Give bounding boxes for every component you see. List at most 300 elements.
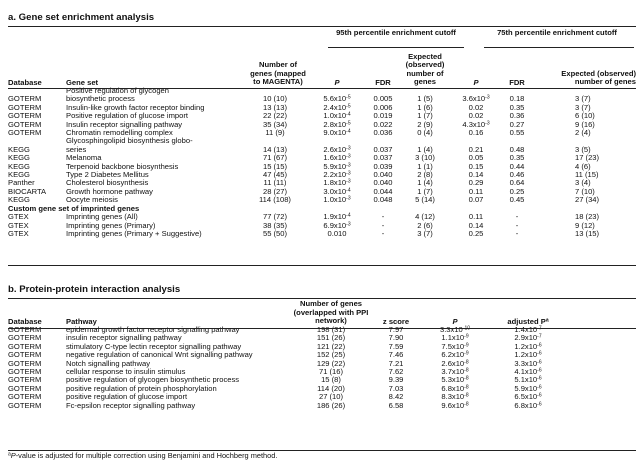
p-value: 1.1x10 <box>441 333 465 343</box>
p95-exponent: -3 <box>346 170 351 177</box>
n-genes-cell: 151 (26) <box>316 333 346 343</box>
p75-value: 0.25 <box>468 228 484 238</box>
col-p-95: P <box>334 77 340 87</box>
table-b-header-rule <box>8 328 636 329</box>
expected75-cell: 7 (10) <box>575 186 595 196</box>
p75-exponent: -3 <box>485 94 490 101</box>
z-score-cell: 7.46 <box>388 350 404 360</box>
p95-cell <box>307 230 367 238</box>
n-genes-cell: 71 (16) <box>318 367 344 377</box>
p95-group-rule <box>328 47 464 48</box>
database-cell: GOTERM <box>8 383 42 393</box>
expected95-cell: 1 (4) <box>417 144 433 154</box>
fdr95-cell: 0.022 <box>373 119 393 129</box>
adjusted-p-value: 6.8x10 <box>514 400 538 410</box>
gene-set-cell: Cholesterol biosynthesis <box>66 178 149 188</box>
fdr95-cell: - <box>381 220 385 230</box>
p75-cell <box>451 196 501 204</box>
spacer-cell <box>533 87 567 104</box>
database-cell: GTEX <box>8 212 29 222</box>
expected75-cell: 18 (23) <box>575 212 600 222</box>
adj-sup: a <box>545 317 549 323</box>
p-exponent: -9 <box>464 350 469 357</box>
col-fdr-95: FDR <box>375 77 391 87</box>
expected75-cell: 9 (16) <box>575 119 595 129</box>
p95-value: 1.0x10 <box>323 195 347 205</box>
expected95-cell: 3 (7) <box>417 228 433 238</box>
p95-exponent: -4 <box>346 212 351 219</box>
z-score-cell: 7.62 <box>388 367 404 377</box>
pathway-cell: epidermal growth factor receptor signalling pathway <box>66 325 240 334</box>
database-cell: KEGG <box>8 161 30 171</box>
p95-group-header: 95th percentile enrichment cutoff <box>336 28 456 37</box>
p75-cell <box>451 129 501 137</box>
p-value: 6.2x10 <box>441 350 465 360</box>
expected95-cell: 4 (12) <box>415 212 435 222</box>
p95-exponent: -4 <box>346 111 351 118</box>
database-cell: GOTERM <box>8 333 42 343</box>
footnote-sup: a <box>8 451 11 458</box>
n-genes-cell: 114 (20) <box>317 383 345 393</box>
table-row <box>8 402 568 410</box>
database-cell: GTEX <box>8 220 29 230</box>
p95-exponent: -3 <box>346 153 351 160</box>
p95-exponent: -4 <box>346 187 351 194</box>
database-cell: GOTERM <box>8 375 42 385</box>
n-genes-cell: 13 (13) <box>262 102 288 112</box>
table-a-body <box>8 87 636 238</box>
fdr95-cell: 0.019 <box>373 111 393 121</box>
expected75-cell: 13 (15) <box>575 228 600 238</box>
fdr75-cell: 0.55 <box>509 128 525 138</box>
p-value: 7.5x10 <box>441 341 465 351</box>
pathway-cell: Fc-epsilon receptor signalling pathway <box>66 400 196 410</box>
table-b-header-row <box>8 300 568 326</box>
fdr95-cell: 0.039 <box>373 161 393 171</box>
spacer-cell <box>533 196 567 204</box>
custom-gene-set-header: Custom gene set of imprinted genes <box>8 203 140 213</box>
p95-exponent: -3 <box>346 178 351 185</box>
spacer-cell <box>533 121 567 129</box>
p-value: 8.3x10 <box>441 392 465 402</box>
adjusted-p-exponent: -7 <box>537 333 542 340</box>
p75-value: 0.11 <box>468 186 484 196</box>
p-cell <box>422 402 488 410</box>
adjusted-p-exponent: -6 <box>537 375 542 382</box>
database-cell: GOTERM <box>8 128 42 138</box>
database-cell: GOTERM <box>8 341 42 351</box>
p95-exponent: -5 <box>346 94 351 101</box>
database-cell: GTEX <box>8 228 29 238</box>
fdr95-cell: 0.044 <box>373 186 393 196</box>
database-cell: GOTERM <box>8 325 42 334</box>
p75-value: 4.3x10 <box>462 119 486 129</box>
ppi-table <box>8 300 568 410</box>
gene-set-cell: Insulin-like growth factor receptor binding <box>66 102 205 112</box>
expected95-cell: 1 (7) <box>417 111 433 121</box>
fdr95-cell: - <box>381 212 385 222</box>
gene-set-cell: Imprinting genes (All) <box>66 212 138 222</box>
adjusted-p-cell <box>488 402 568 410</box>
adjusted-p-exponent: -6 <box>537 342 542 349</box>
p95-exponent: -3 <box>346 220 351 227</box>
p-value: 2.6x10 <box>441 358 465 368</box>
table-row <box>8 137 636 154</box>
database-cell: BIOCARTA <box>8 186 47 196</box>
n-genes-cell: 27 (10) <box>318 392 344 402</box>
p-value: 6.8x10 <box>441 383 465 393</box>
fdr95-cell: 0.048 <box>373 195 393 205</box>
table-row <box>8 87 636 104</box>
fdr95-cell: 0.006 <box>373 102 393 112</box>
p75-group-rule <box>484 47 634 48</box>
expected95-cell: 3 (10) <box>415 153 435 163</box>
col-gene-set: Gene set <box>66 77 99 87</box>
p75-value: 3.6x10 <box>462 94 486 104</box>
spacer-cell <box>533 104 567 112</box>
spacer-cell <box>533 137 567 154</box>
col-fdr-75: FDR <box>509 77 525 87</box>
col-number-of-genes: Number of genes (mapped to MAGENTA) <box>250 60 306 87</box>
gene-set-cell: Chromatin remodelling complex <box>66 128 173 138</box>
p75-group-header: 75th percentile enrichment cutoff <box>497 28 617 37</box>
p95-cell <box>307 87 367 104</box>
spacer-cell <box>533 171 567 179</box>
n-genes-cell: 11 (11) <box>263 178 287 188</box>
expected75-cell: 27 (34) <box>575 195 600 205</box>
pathway-cell: cellular response to insulin stimulus <box>66 367 186 377</box>
table-row <box>8 230 636 238</box>
p-exponent: -10 <box>462 325 471 332</box>
spacer-cell <box>533 188 567 196</box>
spacer-cell <box>533 179 567 187</box>
p95-exponent: -3 <box>346 195 351 202</box>
p95-value: 1.6x10 <box>323 153 347 163</box>
adjusted-p-value: 1.2x10 <box>514 341 538 351</box>
spacer-cell <box>533 129 567 137</box>
gene-set-cell: Imprinting genes (Primary) <box>66 220 156 230</box>
fdr75-cell: 0.48 <box>509 144 525 154</box>
n-genes-cell: 22 (22) <box>262 111 288 121</box>
p95-cell <box>307 129 367 137</box>
p95-exponent: -5 <box>346 120 351 127</box>
expected75-cell: 2 (4) <box>575 128 591 138</box>
expected75-cell: 11 (15) <box>575 170 599 180</box>
p-value: 3.3x10 <box>439 325 463 334</box>
gene-set-cell: Growth hormone pathway <box>66 186 153 196</box>
p-exponent: -9 <box>464 342 469 349</box>
expected75-cell: 17 (23) <box>575 153 600 163</box>
n-genes-cell: 129 (22) <box>316 358 346 368</box>
pathway-cell: positive regulation of glucose import <box>66 392 188 402</box>
p75-value: 0.15 <box>468 161 484 171</box>
n-genes-cell: 114 (108) <box>259 195 291 205</box>
p95-value: 5.6x10 <box>323 94 347 104</box>
n-genes-cell: 28 (27) <box>262 186 288 196</box>
adjusted-p-exponent: -7 <box>537 325 542 332</box>
spacer-cell <box>533 222 567 230</box>
p-exponent: -8 <box>464 384 469 391</box>
n-genes-cell: 15 (15) <box>262 161 288 171</box>
section-a-title: a. Gene set enrichment analysis <box>8 12 155 23</box>
fdr95-cell: 0.040 <box>373 170 393 180</box>
database-cell: KEGG <box>8 195 30 205</box>
adj-label: adjusted P <box>507 316 546 326</box>
col-b-adjusted-p <box>488 300 568 326</box>
p95-value: 2.4x10 <box>323 102 347 112</box>
expected95-cell: 1 (5) <box>417 94 433 104</box>
fdr75-cell: 0.35 <box>509 153 525 163</box>
expected75-cell: 3 (4) <box>575 178 591 188</box>
n-genes-cell: 38 (35) <box>262 220 288 230</box>
p75-value: 0.21 <box>468 144 484 154</box>
fdr75-cell: - <box>515 212 519 222</box>
database-cell: GOTERM <box>8 358 42 368</box>
adjusted-p-value: 5.9x10 <box>514 383 538 393</box>
p75-value: 0.02 <box>468 111 484 121</box>
fdr95-cell: 0.037 <box>373 144 393 154</box>
p75-value: 0.14 <box>468 220 484 230</box>
adjusted-p-exponent: -6 <box>537 359 542 366</box>
gene-set-cell: Positive regulation of glucose import <box>66 111 188 121</box>
p-exponent: -8 <box>464 401 469 408</box>
fdr95-cell: 0.036 <box>373 128 393 138</box>
database-cell: GOTERM <box>8 111 42 121</box>
database-cell: GOTERM <box>8 400 42 410</box>
p95-value: 1.8x10 <box>323 178 347 188</box>
adjusted-p-value: 4.1x10 <box>514 367 538 377</box>
expected95-cell: 0 (4) <box>417 128 433 138</box>
table-a-header-row <box>8 49 636 87</box>
col-b-database: Database <box>8 316 42 326</box>
z-score-cell: 8.42 <box>388 392 404 402</box>
expected75-cell: 6 (10) <box>575 111 595 121</box>
footnote-p: P <box>10 451 16 460</box>
gene-set-cell: Type 2 Diabetes Mellitus <box>66 170 149 180</box>
pathway-cell: stimulatory C-type lectin receptor signalling pathway <box>66 341 242 351</box>
database-cell: KEGG <box>8 170 30 180</box>
gene-set-cell <box>66 137 249 154</box>
p-value: 9.6x10 <box>441 400 465 410</box>
p-exponent: -8 <box>464 367 469 374</box>
p95-value: 2.2x10 <box>323 170 347 180</box>
p95-cell <box>307 137 367 154</box>
pathway-cell: positive regulation of protein phosphorylation <box>66 383 217 393</box>
spacer-cell <box>533 163 567 171</box>
p75-cell <box>451 230 501 238</box>
adjusted-p-value: 6.5x10 <box>514 392 538 402</box>
gene-set-cell: Imprinting genes (Primary + Suggestive) <box>66 228 202 238</box>
fdr75-cell: - <box>515 228 519 238</box>
adjusted-p-exponent: -6 <box>537 392 542 399</box>
fdr75-cell: 0.27 <box>509 119 525 129</box>
fdr95-cell: - <box>381 228 385 238</box>
expected95-cell: 1 (7) <box>417 186 433 196</box>
z-score-cell: 7.59 <box>388 341 404 351</box>
adjusted-p-value: 2.9x10 <box>514 333 538 343</box>
p-exponent: -8 <box>464 359 469 366</box>
p95-value: 1.0x10 <box>323 111 347 121</box>
pathway-cell: positive regulation of glycogen biosynthetic process <box>66 375 240 385</box>
p95-value: 9.0x10 <box>323 128 347 138</box>
spacer-cell <box>533 154 567 162</box>
expected75-cell: 3 (5) <box>575 144 591 154</box>
col-b-p: P <box>452 316 458 326</box>
pathway-cell: insulin receptor signalling pathway <box>66 333 182 343</box>
col-database: Database <box>8 77 42 87</box>
n-genes-cell: 35 (34) <box>262 119 288 129</box>
table-a-bottom-rule <box>8 265 636 266</box>
database-cell: KEGG <box>8 144 30 154</box>
col-b-number-of-genes: Number of genes (overlapped with PPI network) <box>293 299 369 326</box>
z-score-cell: 7.90 <box>388 333 404 343</box>
p95-value: 6.9x10 <box>323 220 347 230</box>
p75-cell <box>451 137 501 154</box>
pathway-cell: Notch signalling pathway <box>66 358 151 368</box>
gene-set-cell: Melanoma <box>66 153 102 163</box>
n-genes-cell: 198 (31) <box>316 325 346 334</box>
adjusted-p-exponent: -6 <box>537 401 542 408</box>
fdr95-cell: 0.040 <box>373 178 393 188</box>
n-genes-cell: 14 (13) <box>262 144 288 154</box>
p95-exponent: -5 <box>346 103 351 110</box>
adjusted-p-value: 5.1x10 <box>514 375 538 385</box>
p75-value: 0.14 <box>468 170 484 180</box>
gene-set-cell: Oocyte meiosis <box>66 195 118 205</box>
p95-value: 3.0x10 <box>323 186 347 196</box>
p95-value: 2.6x10 <box>323 144 347 154</box>
p75-cell <box>451 87 501 104</box>
expected95-cell: 2 (8) <box>417 170 433 180</box>
fdr95-cell: 0.005 <box>373 94 393 104</box>
fdr75-cell: 0.64 <box>509 178 525 188</box>
database-cell: GOTERM <box>8 367 42 377</box>
col-b-pathway: Pathway <box>66 316 97 326</box>
z-score-cell: 7.21 <box>388 358 404 368</box>
p95-value: 1.9x10 <box>323 212 347 222</box>
database-cell: GOTERM <box>8 119 42 129</box>
adjusted-p-value: 1.4x10 <box>514 325 538 334</box>
p75-value: 0.11 <box>468 212 484 222</box>
col-p-75: P <box>473 77 479 87</box>
n-genes-cell: 121 (22) <box>316 341 346 351</box>
p95-exponent: -3 <box>346 162 351 169</box>
p75-value: 0.29 <box>468 178 484 188</box>
n-genes-cell: 77 (72) <box>262 212 288 222</box>
section-a-top-rule <box>8 26 636 27</box>
table-a-header-rule <box>8 88 636 89</box>
z-score-cell: 7.97 <box>388 325 404 334</box>
spacer-cell <box>533 112 567 120</box>
p-exponent: -8 <box>464 375 469 382</box>
fdr75-cell: 0.45 <box>509 195 525 205</box>
section-b-title: b. Protein-protein interaction analysis <box>8 284 181 295</box>
fdr75-cell: 0.36 <box>509 111 525 121</box>
gene-set-line: Positive regulation of glycogen <box>66 86 170 95</box>
expected95-cell: 1 (1) <box>417 161 433 171</box>
p95-exponent: -4 <box>346 128 351 135</box>
database-cell: Panther <box>8 178 35 188</box>
expected95-cell: 1 (6) <box>417 102 433 112</box>
database-cell: KEGG <box>8 153 30 163</box>
adjusted-p-value: 3.3x10 <box>514 358 538 368</box>
p-value: 3.7x10 <box>441 367 465 377</box>
database-cell: GOTERM <box>8 102 42 112</box>
p95-exponent: -3 <box>346 145 351 152</box>
p75-exponent: -3 <box>485 120 490 127</box>
n-genes-cell: 71 (67) <box>262 153 288 163</box>
p-exponent: -9 <box>464 333 469 340</box>
gene-set-cell: Insulin receptor signalling pathway <box>66 119 183 129</box>
p75-value: 0.16 <box>468 128 484 138</box>
fdr75-cell: 0.18 <box>509 94 525 104</box>
database-cell: GOTERM <box>8 94 42 104</box>
adjusted-p-exponent: -6 <box>537 350 542 357</box>
p75-value: 0.02 <box>468 102 484 112</box>
adjusted-p-value: 1.2x10 <box>514 350 538 360</box>
z-score-cell: 9.39 <box>388 375 404 385</box>
n-genes-cell: 15 (8) <box>321 375 341 385</box>
fdr75-cell: 0.35 <box>509 102 525 112</box>
expected95-cell: 2 (6) <box>417 220 433 230</box>
p-exponent: -8 <box>464 392 469 399</box>
gene-set-line: Glycosphingolipid biosynthesis globo- <box>66 136 193 146</box>
z-score-cell: 6.58 <box>388 400 404 410</box>
expected95-cell: 1 (4) <box>417 178 433 188</box>
fdr75-cell: 0.25 <box>509 186 525 196</box>
expected95-cell: 5 (14) <box>415 195 435 205</box>
database-cell: GOTERM <box>8 350 42 360</box>
adjusted-p-exponent: -6 <box>537 384 542 391</box>
n-genes-cell: 55 (50) <box>262 228 288 238</box>
expected75-cell: 9 (12) <box>575 220 595 230</box>
expected75-cell: 3 (7) <box>575 94 591 104</box>
gene-set-cell: Terpenoid backbone biosynthesis <box>66 161 179 171</box>
p75-value: 0.07 <box>468 195 484 205</box>
n-genes-cell: 47 (45) <box>262 170 288 180</box>
fdr75-cell: 0.46 <box>509 170 525 180</box>
p95-value: 0.010 <box>327 228 347 238</box>
z-score-cell: 7.03 <box>388 383 404 393</box>
expected95-cell: 2 (9) <box>417 119 433 129</box>
p95-value: 2.8x10 <box>323 119 347 129</box>
footnote <box>8 451 277 460</box>
p-value: 5.3x10 <box>441 375 465 385</box>
n-genes-cell: 10 (10) <box>262 94 288 104</box>
footnote-text: -value is adjusted for multiple correction using Benjamini and Hochberg method. <box>15 451 278 460</box>
pathway-cell: negative regulation of canonical Wnt signalling pathway <box>66 350 253 360</box>
gene-set-line: series <box>66 144 87 154</box>
spacer-cell <box>533 213 567 221</box>
n-genes-cell: 152 (25) <box>316 350 346 360</box>
p75-value: 0.05 <box>468 153 484 163</box>
n-genes-cell: 186 (26) <box>316 400 346 410</box>
gene-set-cell <box>66 87 249 104</box>
table-b-body <box>8 326 568 410</box>
fdr75-cell: 0.44 <box>509 161 525 171</box>
gene-set-table <box>8 49 636 238</box>
col-expected-75: Expected (observed) number of genes <box>561 68 636 87</box>
fdr95-cell: 0.037 <box>373 153 393 163</box>
fdr75-cell: - <box>515 220 519 230</box>
col-expected-95: Expected (observed) number of genes <box>405 51 445 87</box>
expected75-cell: 4 (6) <box>575 161 591 171</box>
spacer-cell <box>533 230 567 238</box>
p95-cell <box>307 196 367 204</box>
p95-value: 5.9x10 <box>323 161 347 171</box>
n-genes-cell: 11 (9) <box>265 128 285 138</box>
col-b-z-score: z score <box>382 316 410 326</box>
